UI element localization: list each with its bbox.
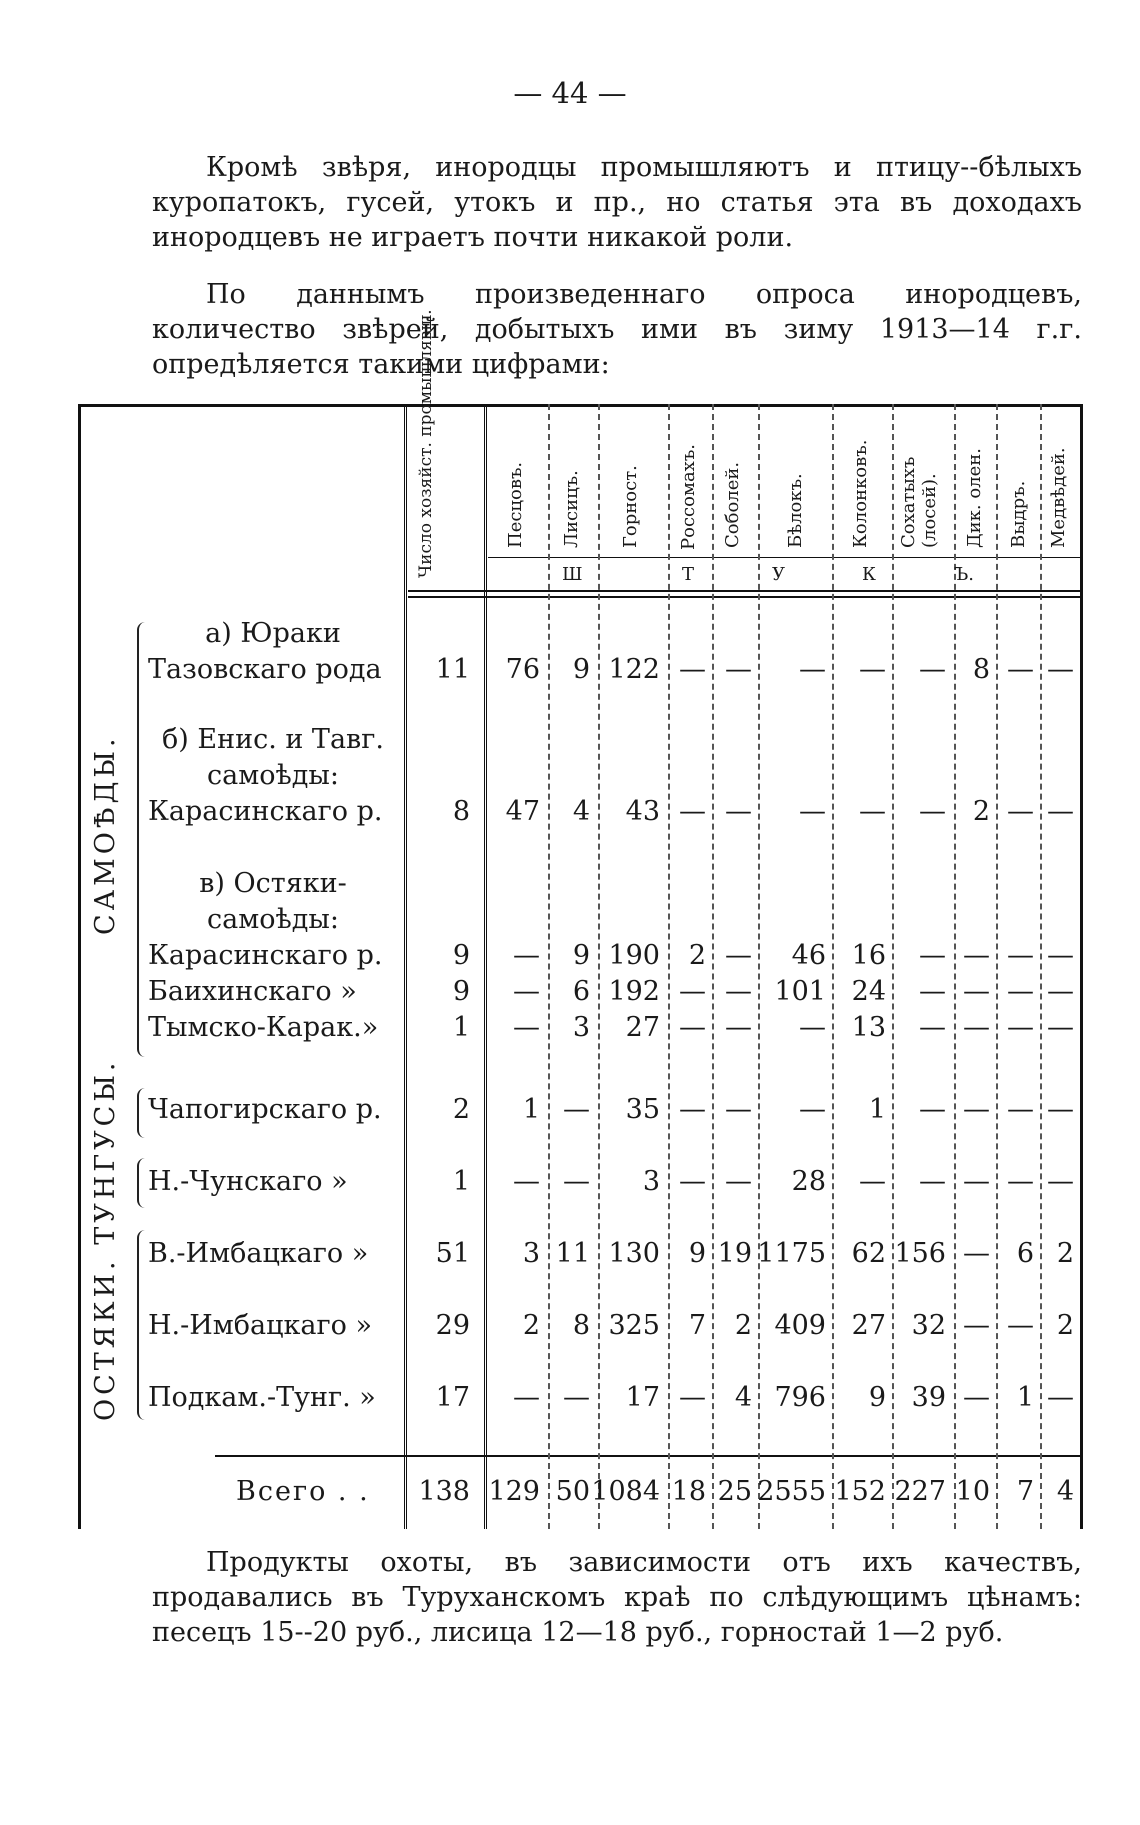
table-cell: — [799,796,826,827]
table-cell: 6 [1016,1238,1034,1269]
table-cell: 101 [774,976,826,1007]
table-cell: 29 [435,1310,470,1341]
table-cell: 11 [555,1238,590,1269]
brace-samoedy-main [137,622,145,1057]
table-cell: — [1007,1012,1034,1043]
row-label: Тымско-Карак.» [148,1012,379,1043]
table-cell: — [859,654,886,685]
table-cell: 35 [625,1094,660,1125]
table-cell: — [725,796,752,827]
table-cell: 7 [688,1310,706,1341]
col-sep-3 [598,404,600,1529]
table-cell: 46 [791,940,826,971]
table-cell: — [679,1382,706,1413]
table-cell: 190 [608,940,660,971]
col-sep-7 [832,404,834,1529]
table-cell: — [513,1012,540,1043]
unit-letter: Ш [562,564,583,585]
table-top-border [78,404,1082,407]
table-cell: 11 [435,654,470,685]
col-header-sable: Соболей. [722,461,743,548]
table-cell: 8 [572,1310,590,1341]
table-cell: — [513,940,540,971]
table-cell: 47 [505,796,540,827]
table-cell: 24 [851,976,886,1007]
table-cell: 13 [851,1012,886,1043]
table-cell: 2 [522,1310,540,1341]
table-cell: 325 [608,1310,660,1341]
total-cell: 129 [488,1476,540,1507]
table-cell: — [725,1012,752,1043]
total-cell: 227 [894,1476,946,1507]
table-cell: — [513,1166,540,1197]
table-cell: — [1047,1094,1074,1125]
table-cell: — [513,1382,540,1413]
col-sep-10 [996,404,998,1529]
col-header-kolinsky: Колонковъ. [850,439,871,548]
group-label-b: б) Енис. и Тавг. [162,724,384,755]
header-rule [408,590,1080,592]
table-cell: 16 [851,940,886,971]
table-cell: 4 [572,796,590,827]
total-cell: 152 [834,1476,886,1507]
table-cell: — [799,1094,826,1125]
table-cell: — [679,654,706,685]
table-cell: — [1007,1310,1034,1341]
table-cell: — [1007,1166,1034,1197]
table-cell: — [963,940,990,971]
table-cell: — [859,796,886,827]
col-sep-11 [1040,404,1042,1529]
table-cell: — [963,1166,990,1197]
table-cell: 28 [791,1166,826,1197]
table-cell: — [963,976,990,1007]
total-cell: 10 [955,1476,990,1507]
table-cell: 2 [688,940,706,971]
table-cell: 4 [734,1382,752,1413]
col-sep-6 [758,404,760,1529]
table-cell: — [513,976,540,1007]
table-cell: — [799,1012,826,1043]
table-cell: 51 [435,1238,470,1269]
table-cell: 8 [972,654,990,685]
table-cell: 1 [452,1166,470,1197]
table-cell: — [919,1166,946,1197]
table-cell: 2 [1056,1238,1074,1269]
table-cell: 9 [452,976,470,1007]
col-header-otter: Выдръ. [1008,480,1029,548]
row-label: Карасинскаго р. [148,796,383,827]
col-header-squirrel: Бѣлокъ. [785,473,806,548]
col-header-ermine: Горност. [620,465,641,548]
table-cell: 192 [608,976,660,1007]
table-cell: — [1007,1094,1034,1125]
table-cell: 17 [625,1382,660,1413]
unit-rule [488,557,1080,558]
page-number: — 44 — [513,76,627,110]
table-cell: — [919,1012,946,1043]
table-cell: 1 [522,1094,540,1125]
table-cell: 27 [851,1310,886,1341]
col-header-elk: Сохатыхъ (лосей). [898,456,940,548]
group-label-a: а) Юраки [205,618,341,649]
table-left-border [78,404,81,1529]
table-cell: 1 [1016,1382,1034,1413]
table-cell: — [1047,1166,1074,1197]
col-header-wolverine: Россомахъ. [678,443,699,550]
table-cell: — [563,1382,590,1413]
table-cell: — [963,1094,990,1125]
table-cell: 9 [688,1238,706,1269]
table-cell: 156 [894,1238,946,1269]
table-cell: — [799,654,826,685]
table-cell: 1175 [757,1238,826,1269]
table-cell: 17 [435,1382,470,1413]
row-label: Н.-Имбацкаго » [148,1310,372,1341]
side-label-samoedy: САМОѢДЫ. [90,734,121,936]
table-cell: — [725,976,752,1007]
table-right-border [1080,404,1083,1529]
group-label-v-2: самоѣды: [207,904,339,935]
group-label-b-2: самоѣды: [207,760,339,791]
table-cell: — [919,940,946,971]
total-cell: 4 [1056,1476,1074,1507]
paragraph-3: Продукты охоты, въ зависимости отъ ихъ качествъ, продавались въ Туруханскомъ краѣ по слѣдующимъ цѣнамъ: песецъ 15--20 руб., лисица 12—18 руб., горностай 1—2 руб. [152,1547,1082,1648]
table-cell: — [679,1012,706,1043]
row-label: Тазовскаго рода [148,654,382,685]
col-sep-label [404,404,407,1529]
row-label: Чапогирскаго р. [148,1094,382,1125]
row-label: Карасинскаго р. [148,940,383,971]
col-header-households: Число хозяйст. промышлявш. [416,309,436,578]
total-cell: 50 [555,1476,590,1507]
total-cell: 18 [671,1476,706,1507]
col-header-fox: Лисицъ. [561,470,582,548]
total-cell: 25 [717,1476,752,1507]
table-cell: — [919,1094,946,1125]
col-header-bear: Медвѣдей. [1048,447,1069,548]
unit-letter: Ъ. [954,564,975,585]
table-cell: 9 [572,940,590,971]
table-cell: 3 [572,1012,590,1043]
table-cell: — [679,796,706,827]
table-cell: 122 [608,654,660,685]
table-cell: 6 [572,976,590,1007]
header-rule-2 [408,596,1080,598]
table-cell: 130 [608,1238,660,1269]
table-cell: — [563,1094,590,1125]
brace-chapogir [137,1088,145,1138]
table-cell: — [963,1310,990,1341]
table-cell: 39 [911,1382,946,1413]
table-cell: — [725,1094,752,1125]
table-cell: — [725,654,752,685]
total-rule [215,1455,1080,1457]
table-cell: — [679,1094,706,1125]
col-sep-5 [712,404,714,1529]
col-sep-4 [668,404,670,1529]
table-cell: — [725,940,752,971]
table-cell: 62 [851,1238,886,1269]
table-cell: — [725,1166,752,1197]
table-cell: 8 [452,796,470,827]
table-cell: 3 [642,1166,660,1197]
table-cell: 27 [625,1012,660,1043]
table-cell: — [963,1238,990,1269]
total-cell: 138 [418,1476,470,1507]
total-label: Всего . . [236,1476,370,1507]
table-cell: — [919,796,946,827]
table-cell: — [1007,940,1034,971]
side-label-ostyaki-tungusy: ОСТЯКИ. ТУНГУСЫ. [90,1058,121,1422]
group-label-v: в) Остяки- [199,868,347,899]
paragraph-1: Кромѣ звѣря, инородцы промышляютъ и птицу--бѣлыхъ куропатокъ, гусей, утокъ и пр., но статья эта въ доходахъ инородцевъ не играетъ почти никакой роли. [152,152,1082,253]
total-cell: 2555 [757,1476,826,1507]
table-cell: — [1007,796,1034,827]
table-cell: — [963,1012,990,1043]
col-header-reindeer: Дик. олен. [964,448,985,548]
table-cell: 9 [572,654,590,685]
table-cell: — [679,976,706,1007]
table-cell: 796 [774,1382,826,1413]
table-cell: — [963,1382,990,1413]
row-label: Н.-Чунскаго » [148,1166,348,1197]
table-cell: 2 [734,1310,752,1341]
unit-letter: У [772,564,786,585]
table-cell: 409 [774,1310,826,1341]
table-cell: — [919,654,946,685]
table-cell: 2 [1056,1310,1074,1341]
col-sep-8 [892,404,894,1529]
table-cell: 43 [625,796,660,827]
table-cell: — [1007,976,1034,1007]
brace-ostyaki [137,1230,145,1420]
table-cell: — [563,1166,590,1197]
row-label: Баихинскаго » [148,976,357,1007]
total-cell: 7 [1016,1476,1034,1507]
table-cell: — [919,976,946,1007]
col-sep-1 [484,404,487,1529]
table-cell: 1 [452,1012,470,1043]
col-header-arctic-fox: Песцовъ. [505,461,526,548]
unit-letter: К [862,564,876,585]
table-cell: — [1047,654,1074,685]
brace-n-chun [137,1158,145,1208]
table-cell: — [859,1166,886,1197]
table-cell: 9 [452,940,470,971]
table-cell: — [1047,1382,1074,1413]
table-cell: 2 [972,796,990,827]
col-sep-2 [548,404,550,1529]
table-cell: — [1007,654,1034,685]
unit-letter: Т [682,564,695,585]
table-cell: 2 [452,1094,470,1125]
table-cell: 19 [717,1238,752,1269]
total-cell: 1084 [591,1476,660,1507]
table-cell: — [1047,1012,1074,1043]
table-cell: 76 [505,654,540,685]
table-cell: — [1047,940,1074,971]
table-cell: 3 [522,1238,540,1269]
table-cell: 32 [911,1310,946,1341]
table-cell: — [679,1166,706,1197]
table-cell: 9 [868,1382,886,1413]
table-cell: 1 [868,1094,886,1125]
paragraph-2: По даннымъ произведеннаго опроса инородцевъ, количество звѣрей, добытыхъ ими въ зиму 1913—14 г.г. опредѣляется такими цифрами: [152,279,1082,380]
table-cell: — [1047,796,1074,827]
table-cell: — [1047,976,1074,1007]
row-label: Подкам.-Тунг. » [148,1382,376,1413]
row-label: В.-Имбацкаго » [148,1238,369,1269]
